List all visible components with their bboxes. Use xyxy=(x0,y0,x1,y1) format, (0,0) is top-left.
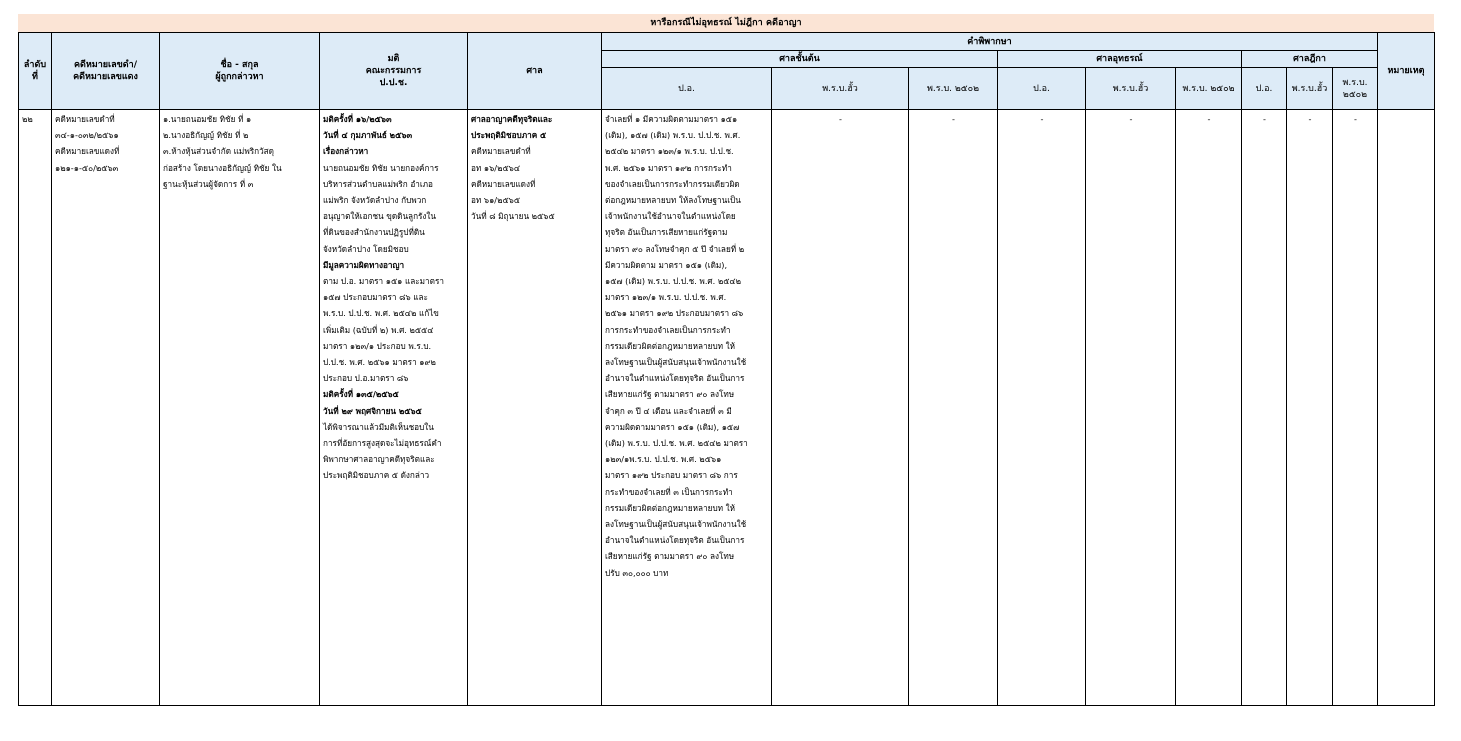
resolution-line: พิพากษาศาลอาญาคดีทุจริตและ xyxy=(323,454,435,465)
cell-appeal-old-act: - xyxy=(1086,110,1176,706)
judgment_criminal-line: กระทำของจำเลยที่ ๓ เป็นการกระทำ xyxy=(605,486,733,497)
judgment_criminal-line: จำเลยที่ ๑ มีความผิดตามมาตรา ๑๕๑ xyxy=(605,114,738,124)
judgment_criminal-line: มาตรา ๑๒๓/๑ พ.ร.บ. ป.ป.ช. พ.ศ. xyxy=(605,292,727,303)
header-supreme-court: ศาลฎีกา xyxy=(1242,51,1378,68)
judgment_criminal-line: มีความผิดตาม มาตรา ๑๕๑ (เดิม), xyxy=(605,259,728,270)
cell-appeal-act-2502: - xyxy=(1176,110,1242,706)
judgment_criminal-line: (เดิม) พ.ร.บ. ป.ป.ช. พ.ศ. ๒๕๔๒ มาตรา xyxy=(605,438,748,449)
resolution-line: มติครั้งที่ ๑๓๕/๒๕๖๕ xyxy=(323,389,399,400)
judgment_criminal-line: จำคุก ๓ ปี ๔ เดือน และจำเลยที่ ๓ มี xyxy=(605,405,732,416)
judgment_criminal-line: ๒๕๖๑ มาตรา ๑๙๒ ประกอบมาตรา ๘๖ xyxy=(605,308,744,319)
judgment_criminal-line: อำนาจในตำแหน่งโดยทุจริต อันเป็นการ xyxy=(605,535,745,546)
court-line: คดีหมายเลขแดงที่ xyxy=(471,178,536,189)
resolution-line: วันที่ ๒๙ พฤศจิกายน ๒๕๖๕ xyxy=(323,405,422,416)
judgment_criminal-line: เสียหายแก่รัฐ ตามมาตรา ๙๐ ลงโทษ xyxy=(605,389,735,400)
cell-supreme-act-2502: - xyxy=(1333,110,1378,706)
court-line: อท ๑๖/๒๕๖๔ xyxy=(471,162,521,173)
judgment_criminal-line: ความผิดตามมาตรา ๑๕๑ (เดิม), ๑๕๗ xyxy=(605,421,740,432)
table-row xyxy=(19,110,1435,706)
header-judgment: คำพิพากษา xyxy=(602,33,1378,51)
judgment_criminal-line: เสียหายแก่รัฐ ตามมาตรา ๙๐ ลงโทษ xyxy=(605,551,735,562)
header-appeal-old-act: พ.ร.บ.ฮั้ว xyxy=(1086,68,1176,110)
resolution-line: นายถนอมชัย ทิชัย นายกองค์การ xyxy=(323,162,439,173)
resolution-line: ๑๕๗ ประกอบมาตรา ๘๖ และ xyxy=(323,292,428,303)
judgment_criminal-line: ๑๒๓/๑พ.ร.บ. ป.ป.ช. พ.ศ. ๒๕๖๑ xyxy=(605,454,722,465)
cell-supreme-criminal-code: - xyxy=(1242,110,1287,706)
resolution-line: ป.ป.ช. พ.ศ. ๒๕๖๑ มาตรา ๑๙๒ xyxy=(323,357,436,368)
header-first-court: ศาลชั้นต้น xyxy=(602,51,998,68)
header-court: ศาล xyxy=(468,33,602,110)
court-line: ประพฤติมิชอบภาค ๕ xyxy=(471,130,547,141)
header-resolution: มติ คณะกรรมการ ป.ป.ช. xyxy=(320,33,468,110)
judgment_criminal-line: กรรมเดียวผิดต่อกฎหมายหลายบท ให้ xyxy=(605,502,736,513)
cell-court xyxy=(468,110,602,706)
header-first-criminal-code: ป.อ. xyxy=(602,68,772,110)
header-appeal-court: ศาลอุทธรณ์ xyxy=(998,51,1242,68)
resolution-line: มาตรา ๑๒๓/๑ ประกอบ พ.ร.บ. xyxy=(323,340,432,351)
court-line: อท ๖๑/๒๕๖๕ xyxy=(471,195,521,206)
judgment_criminal-line: อำนาจในตำแหน่งโดยทุจริต อันเป็นการ xyxy=(605,373,745,384)
header-appeal-criminal-code: ป.อ. xyxy=(998,68,1086,110)
resolution-line: อนุญาตให้เอกชน ขุดดินลูกรังใน xyxy=(323,211,437,222)
case-table xyxy=(18,32,1435,706)
resolution-line: บริหารส่วนตำบลแม่พริก อำเภอ xyxy=(323,178,433,189)
header-first-old-act: พ.ร.บ.ฮั้ว xyxy=(772,68,909,110)
judgment_criminal-line: มาตรา ๙๐ ลงโทษจำคุก ๕ ปี จำเลยที่ ๒ xyxy=(605,243,745,254)
sheet xyxy=(18,14,1434,706)
cell-accused-names: ๑.นายถนอมชัย ทิชัย ที่ ๑ ๒.นางอธิกัญญ์ ทิชัย ที่ ๒ ๓.ห้างหุ้นส่วนจำกัด แม่พริกวัสดุ ก่อสร้าง โดยนางอธิกัญญ์ ทิชัย ใน ฐานะหุ้นส่วนผู้จัดการ ที่ ๓ xyxy=(160,110,320,706)
judgment_criminal-line: ปรับ ๓๐,๐๐๐ บาท xyxy=(605,567,669,578)
header-name: ชื่อ - สกุล ผู้ถูกกล่าวหา xyxy=(160,33,320,110)
resolution-line: เพิ่มเติม (ฉบับที่ ๒) พ.ศ. ๒๕๕๔ xyxy=(323,324,434,335)
judgment_criminal-line: ๒๕๔๒ มาตรา ๑๒๓/๑ พ.ร.บ. ป.ป.ช. xyxy=(605,146,734,157)
cell-first-old-act: - xyxy=(772,110,909,706)
header-remarks: หมายเหตุ xyxy=(1378,33,1435,110)
resolution-line: จังหวัดลำปาง โดยมิชอบ xyxy=(323,243,409,254)
cell-remarks xyxy=(1378,110,1435,706)
resolution-line: มีมูลความผิดทางอาญา xyxy=(323,259,405,270)
resolution-line: เรื่องกล่าวหา xyxy=(323,146,369,157)
judgment_criminal-line: ของจำเลยเป็นการกระทำกรรมเดียวผิด xyxy=(605,178,740,189)
resolution-line: ได้พิจารณาแล้วมีมติเห็นชอบใน xyxy=(323,421,434,432)
resolution-line: ประพฤติมิชอบภาค ๕ ดังกล่าว xyxy=(323,470,430,481)
cell-appeal-criminal-code: - xyxy=(998,110,1086,706)
header-order: ลำดับ ที่ xyxy=(19,33,52,110)
header-supreme-criminal-code: ป.อ. xyxy=(1242,68,1287,110)
resolution-line: มติครั้งที่ ๑๖/๒๕๖๓ xyxy=(323,114,392,124)
resolution-line: วันที่ ๔ กุมภาพันธ์ ๒๕๖๓ xyxy=(323,130,413,141)
sheet-banner: หารือกรณีไม่อุทธรณ์ ไม่ฎีกา คดีอาญา xyxy=(18,14,1434,32)
header-appeal-act-2502: พ.ร.บ. ๒๕๐๒ xyxy=(1176,68,1242,110)
court-line: ศาลอาญาคดีทุจริตและ xyxy=(471,114,553,124)
header-first-act-2502: พ.ร.บ. ๒๕๐๒ xyxy=(909,68,998,110)
header-case: คดีหมายเลขดำ/ คดีหมายเลขแดง xyxy=(52,33,160,110)
cell-resolution xyxy=(320,110,468,706)
judgment_criminal-line: (เดิม), ๑๕๗ (เดิม) พ.ร.บ. ป.ป.ช. พ.ศ. xyxy=(605,130,741,141)
header-supreme-old-act: พ.ร.บ.ฮั้ว xyxy=(1287,68,1333,110)
judgment_criminal-line: การกระทำของจำเลยเป็นการกระทำ xyxy=(605,324,731,335)
judgment_criminal-line: ลงโทษฐานเป็นผู้สนับสนุนเจ้าพนักงานใช้ xyxy=(605,357,747,368)
judgment_criminal-line: ทุจริต อันเป็นการเสียหายแก่รัฐตาม xyxy=(605,227,728,238)
judgment_criminal-line: กรรมเดียวผิดต่อกฎหมายหลายบท ให้ xyxy=(605,340,736,351)
judgment_criminal-line: มาตรา ๑๙๒ ประกอบ มาตรา ๘๖ การ xyxy=(605,470,738,481)
resolution-line: ที่ดินของสำนักงานปฏิรูปที่ดิน xyxy=(323,227,425,238)
judgment_criminal-line: พ.ศ. ๒๕๖๑ มาตรา ๑๙๒ การกระทำ xyxy=(605,162,732,173)
header-supreme-act-2502: พ.ร.บ. ๒๕๐๒ xyxy=(1333,68,1378,110)
court-line: คดีหมายเลขดำที่ xyxy=(471,146,531,157)
judgment_criminal-line: ต่อกฎหมายหลายบท ให้ลงโทษฐานเป็น xyxy=(605,195,741,206)
cell-supreme-old-act: - xyxy=(1287,110,1333,706)
resolution-line: ประกอบ ป.อ.มาตรา ๘๖ xyxy=(323,373,409,384)
cell-order: ๒๒ xyxy=(19,110,52,706)
resolution-line: ตาม ป.อ. มาตรา ๑๕๑ และมาตรา xyxy=(323,276,444,287)
resolution-line: พ.ร.บ. ป.ป.ช. พ.ศ. ๒๕๔๒ แก้ไข xyxy=(323,308,439,319)
judgment_criminal-line: เจ้าพนักงานใช้อำนาจในตำแหน่งโดย xyxy=(605,211,736,222)
cell-first-act-2502: - xyxy=(909,110,998,706)
resolution-line: แม่พริก จังหวัดลำปาง กับพวก xyxy=(323,195,427,206)
judgment_criminal-line: ๑๕๗ (เดิม) พ.ร.บ. ป.ป.ช. พ.ศ. ๒๕๔๒ xyxy=(605,276,742,287)
court-line: วันที่ ๘ มิถุนายน ๒๕๖๕ xyxy=(471,211,555,222)
judgment_criminal-line: ลงโทษฐานเป็นผู้สนับสนุนเจ้าพนักงานใช้ xyxy=(605,519,747,530)
resolution-line: การที่อัยการสูงสุดจะไม่อุทธรณ์คำ xyxy=(323,438,442,449)
cell-case-numbers: คดีหมายเลขดำที่ ๓๔-๑-๐๓๒/๒๕๖๑ คดีหมายเลขแดงที่ ๑๒๑-๑-๕๐/๒๕๖๓ xyxy=(52,110,160,706)
cell-judgment-criminal-code xyxy=(602,110,772,706)
